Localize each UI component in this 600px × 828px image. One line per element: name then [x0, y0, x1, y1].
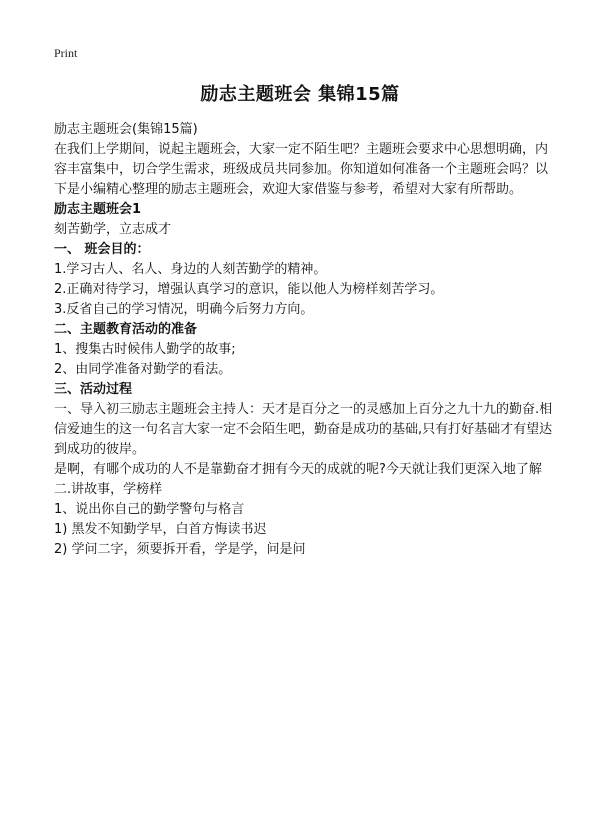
process-paragraph: 一、导入初三励志主题班会主持人：天才是百分之一的灵感加上百分之九十九的勤奋.相信爱迪生的这一句名言大家一定不会陌生吧，勤奋是成功的基础,只有打好基础才有望达到成功的彼岸。 — [54, 402, 553, 457]
prep-heading: 二、主题教育活动的准备 — [54, 322, 198, 337]
print-link[interactable]: Print — [54, 46, 78, 60]
section-title: 励志主题班会1 — [54, 202, 142, 217]
process-heading: 三、活动过程 — [54, 382, 133, 397]
story-subheading: 1、说出你自己的勤学警句与格言 — [54, 502, 245, 517]
document-subtitle: 励志主题班会(集锦15篇) — [54, 122, 198, 137]
goals-heading: 一、 班会目的： — [54, 242, 150, 257]
goal-item: 3.反省自己的学习情况，明确今后努力方向。 — [54, 302, 314, 317]
intro-paragraph: 在我们上学期间，说起主题班会，大家一定不陌生吧？主题班会要求中心思想明确，内容丰富集中，切合学生需求，班级成员共同参加。你知道如何准备一个主题班会吗？以下是小编精心整理的励志主题班会，欢迎大家借鉴与参考，希望对大家有所帮助。 — [54, 142, 549, 197]
quote-item: 2) 学问二字，须要拆开看，学是学，问是问 — [54, 542, 306, 557]
document-body — [54, 120, 554, 560]
quote-item: 1) 黑发不知勤学早，白首方悔读书迟 — [54, 522, 267, 537]
goal-item: 2.正确对待学习，增强认真学习的意识，能以他人为榜样刻苦学习。 — [54, 282, 444, 297]
document-title: 励志主题班会 集锦15篇 — [200, 84, 400, 105]
story-heading: 二.讲故事，学榜样 — [54, 482, 163, 497]
theme-line: 刻苦勤学，立志成才 — [54, 222, 172, 237]
prep-item: 1、搜集古时候伟人勤学的故事; — [54, 342, 236, 357]
prep-item: 2、由同学准备对勤学的看法。 — [54, 362, 232, 377]
process-paragraph: 是啊，有哪个成功的人不是靠勤奋才拥有今天的成就的呢?今天就让我们更深入地了解 — [54, 462, 542, 477]
goal-item: 1.学习古人、名人、身边的人刻苦勤学的精神。 — [54, 262, 327, 277]
